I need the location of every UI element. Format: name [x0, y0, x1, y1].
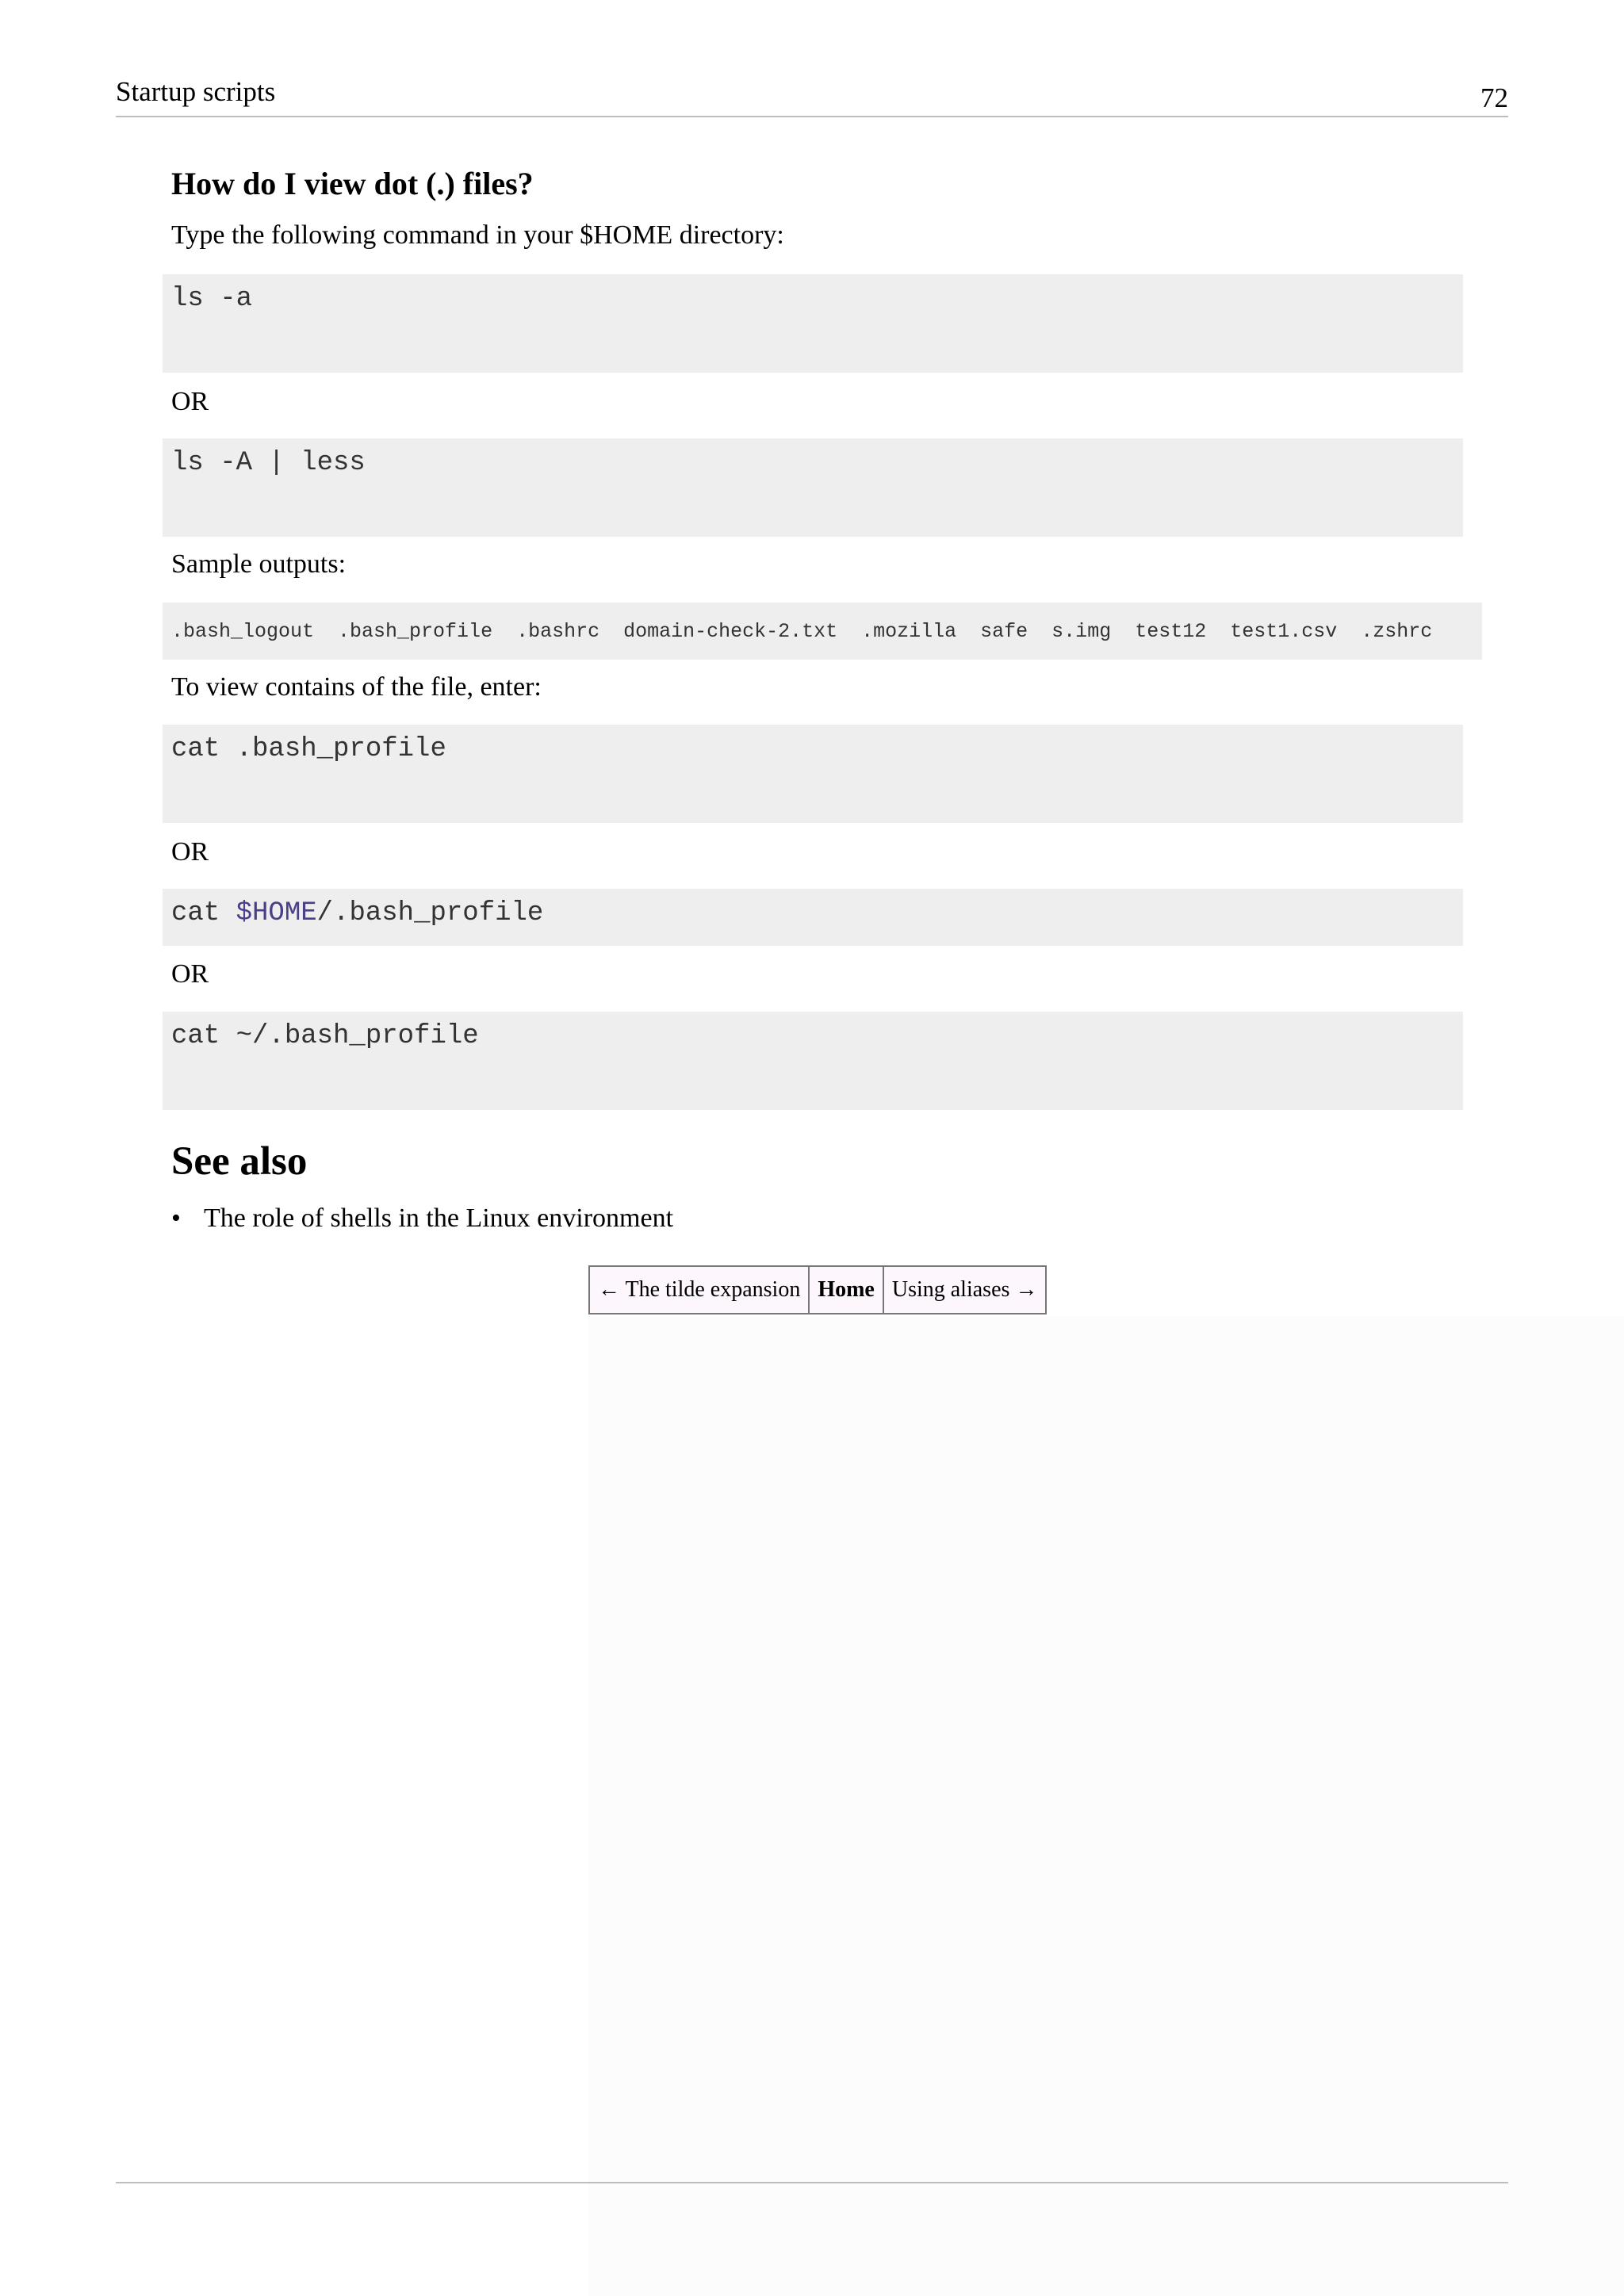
sample-outputs-label: Sample outputs: — [171, 549, 347, 579]
see-also-link[interactable]: The role of shells in the Linux environment — [204, 1203, 674, 1233]
see-also-heading: See also — [171, 1139, 308, 1184]
code-text: ls -A | less — [171, 448, 366, 478]
sample-output-block — [163, 603, 1482, 660]
see-also-list — [171, 1203, 673, 1234]
nav-next-link[interactable]: Using aliases → — [883, 1266, 1047, 1314]
footer-rule — [116, 2182, 1508, 2183]
bullet-icon: • — [171, 1203, 181, 1233]
code-block-cat-home-bash-profile — [163, 889, 1463, 946]
page-number: 72 — [1480, 82, 1508, 113]
code-text: cat ~/.bash_profile — [171, 1021, 479, 1051]
code-prefix: cat — [171, 898, 236, 928]
code-block-cat-tilde-bash-profile — [163, 1012, 1463, 1110]
or-text: OR — [171, 837, 209, 867]
or-text: OR — [171, 959, 209, 989]
code-block-cat-bash-profile — [163, 725, 1463, 823]
running-title: Startup scripts — [116, 76, 276, 107]
sample-output-text: .bash_logout .bash_profile .bashrc domain-check-2.txt .mozilla safe s.img test12 test1.csv .zshrc — [171, 620, 1433, 643]
code-text — [171, 898, 543, 928]
code-block-ls-A-less — [163, 438, 1463, 537]
nav-home-link[interactable]: Home — [809, 1266, 883, 1314]
list-item — [171, 1203, 673, 1234]
running-header — [116, 76, 1508, 117]
code-text: cat .bash_profile — [171, 734, 446, 764]
nav-prev-link[interactable]: ← The tilde expansion — [589, 1266, 809, 1314]
intro-text: Type the following command in your $HOME directory: — [171, 220, 784, 250]
code-block-ls-a — [163, 274, 1463, 373]
code-variable: $HOME — [236, 898, 317, 928]
code-text: ls -a — [171, 284, 253, 314]
or-text: OR — [171, 387, 209, 416]
section-heading: How do I view dot (.) files? — [171, 166, 534, 201]
view-intro-text: To view contains of the file, enter: — [171, 672, 542, 702]
navigation-box — [588, 1265, 1047, 1314]
code-suffix: /.bash_profile — [316, 898, 544, 928]
page-backdrop — [588, 1316, 1624, 2296]
